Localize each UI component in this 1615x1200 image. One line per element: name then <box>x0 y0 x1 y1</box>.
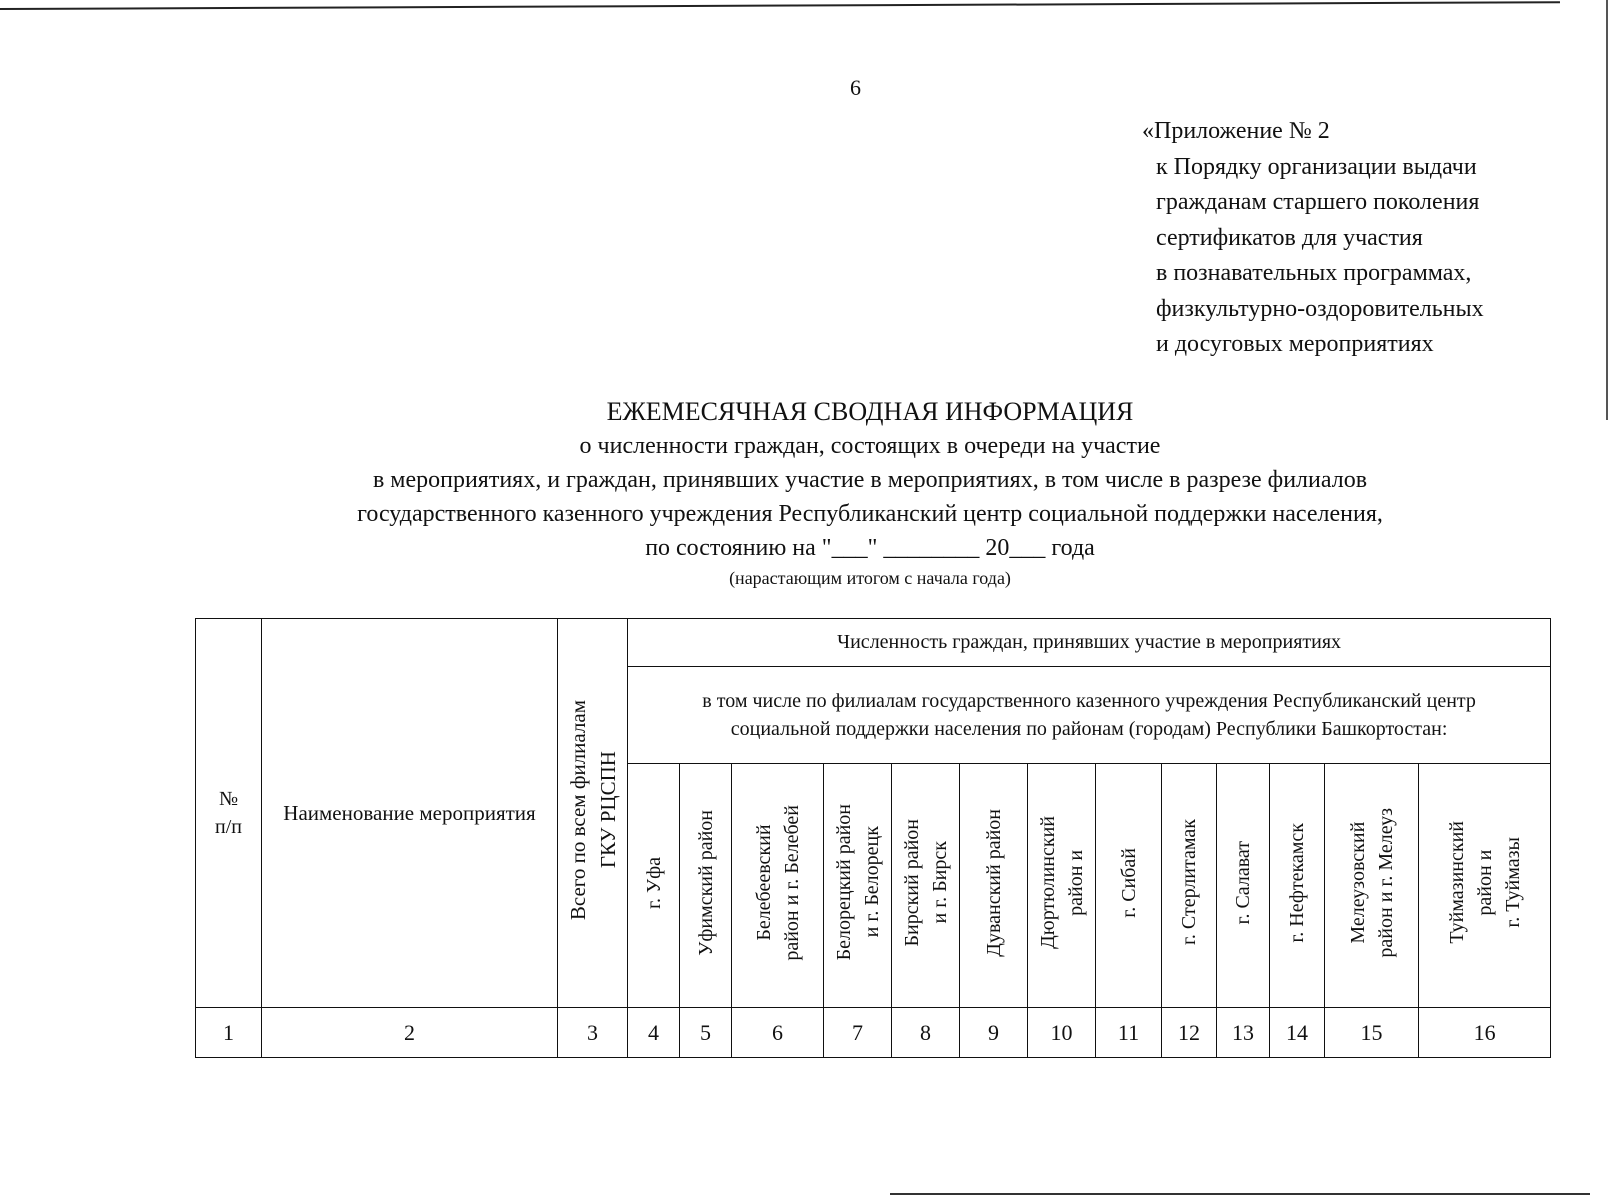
column-number: 6 <box>732 1008 824 1058</box>
branch-header <box>1096 764 1162 1008</box>
column-number: 3 <box>558 1008 628 1058</box>
col-header-total-text <box>563 700 623 920</box>
column-number: 10 <box>1028 1008 1096 1058</box>
col-header-total-line: Всего по всем филиалам <box>565 699 590 921</box>
branch-name: Бирский район <box>900 818 923 947</box>
branch-header-text <box>830 804 886 960</box>
branch-name: район и <box>1064 849 1087 916</box>
branch-name: Дюртюлинский <box>1036 816 1059 949</box>
col-header-name: Наименование мероприятия <box>262 619 558 1008</box>
branch-name: район и г. Белебей <box>780 804 803 961</box>
branch-header-text <box>1443 821 1527 944</box>
branch-header <box>680 764 732 1008</box>
heading-line: о численности граждан, состоящих в очереди на участие <box>579 433 1161 459</box>
report-title: ЕЖЕМЕСЯЧНАЯ СВОДНАЯ ИНФОРМАЦИЯ <box>606 397 1134 426</box>
column-number: 7 <box>824 1008 892 1058</box>
appendix-line: «Приложение № 2 <box>1142 118 1330 144</box>
branch-header <box>1419 764 1551 1008</box>
branch-name: г. Салават <box>1232 840 1254 925</box>
appendix-line: физкультурно-оздоровительных <box>1156 295 1484 322</box>
heading-note: (нарастающим итогом с начала года) <box>729 568 1011 588</box>
col-header-number <box>196 619 262 1008</box>
branch-name: и г. Белорецк <box>860 826 883 939</box>
column-number: 9 <box>960 1008 1028 1058</box>
col-header-number-line: п/п <box>215 816 242 838</box>
branch-name: г. Туймазы <box>1501 837 1524 928</box>
column-number: 11 <box>1096 1008 1162 1058</box>
branch-header <box>1162 764 1217 1008</box>
subgroup-header-line: в том числе по филиалам государственного казенного учреждения Республиканский центр <box>702 690 1476 712</box>
branch-header <box>1028 764 1096 1008</box>
subgroup-header <box>628 667 1551 764</box>
branch-header-text <box>898 819 954 946</box>
branch-header <box>892 764 960 1008</box>
column-number: 4 <box>628 1008 680 1058</box>
column-number: 16 <box>1419 1008 1551 1058</box>
report-table <box>195 618 1551 1058</box>
branch-name: Дуванский район <box>982 808 1005 957</box>
branch-header-text <box>1175 819 1203 945</box>
appendix-line: к Порядку организации выдачи <box>1156 153 1477 180</box>
branch-name: Белорецкий район <box>832 804 855 961</box>
subgroup-header-line: социальной поддержки населения по районам (городам) Республики Башкортостан: <box>730 718 1448 740</box>
col-header-number-line: № <box>218 788 239 810</box>
branch-header-text <box>1229 841 1257 924</box>
scan-edge-bottom <box>890 1193 1590 1195</box>
branch-header <box>732 764 824 1008</box>
column-number: 8 <box>892 1008 960 1058</box>
branch-header-text <box>1344 808 1400 958</box>
branch-name: г. Стерлитамак <box>1178 819 1200 946</box>
col-header-total <box>558 619 628 1008</box>
branch-header <box>1325 764 1419 1008</box>
branch-name: район и г. Мелеуз <box>1374 807 1397 958</box>
branch-header <box>824 764 892 1008</box>
column-number: 5 <box>680 1008 732 1058</box>
page-number: 6 <box>850 75 861 100</box>
branch-header <box>1270 764 1325 1008</box>
heading-date-line: по состоянию на "___" ________ 20___ года <box>645 535 1095 561</box>
appendix-line: гражданам старшего поколения <box>1156 189 1480 215</box>
branch-header-text <box>640 857 668 909</box>
branch-name: г. Уфа <box>642 856 665 909</box>
branch-header <box>960 764 1028 1008</box>
branch-header-text <box>980 809 1008 957</box>
appendix-block <box>1142 114 1484 363</box>
appendix-line: сертификатов для участия <box>1156 224 1423 251</box>
branch-name: г. Сибай <box>1117 847 1140 918</box>
branch-name: Уфимский район <box>694 809 717 956</box>
branch-header-text <box>692 810 720 956</box>
branch-header-text <box>1115 848 1143 918</box>
appendix-line: в познавательных программах, <box>1156 260 1472 286</box>
column-number: 15 <box>1325 1008 1419 1058</box>
branch-header <box>628 764 680 1008</box>
heading-line: в мероприятиях, и граждан, принявших участие в мероприятиях, в том числе в разрезе филиалов <box>372 467 1368 493</box>
branch-name: и г. Бирск <box>928 841 951 924</box>
branch-name: Туймазинский <box>1445 821 1468 944</box>
col-header-total-line: ГКУ РЦСПН <box>595 751 620 869</box>
branch-header <box>1217 764 1270 1008</box>
column-number: 14 <box>1270 1008 1325 1058</box>
report-heading <box>180 395 1560 591</box>
group-header: Численность граждан, принявших участие в мероприятиях <box>628 619 1551 667</box>
branch-name: Белебеевский <box>752 824 775 941</box>
column-number: 2 <box>262 1008 558 1058</box>
branch-header-text <box>750 805 806 961</box>
scan-edge-top <box>0 1 1560 10</box>
branch-header-text <box>1034 816 1090 949</box>
column-number: 12 <box>1162 1008 1217 1058</box>
branch-name: Мелеузовский <box>1346 821 1369 944</box>
heading-line: государственного казенного учреждения Республиканский центр социальной поддержки населения, <box>357 501 1383 527</box>
branch-name: г. Нефтекамск <box>1286 822 1308 943</box>
branch-header-text <box>1283 823 1311 943</box>
column-number: 13 <box>1217 1008 1270 1058</box>
scan-edge-right <box>1606 0 1608 420</box>
column-number: 1 <box>196 1008 262 1058</box>
branch-name: район и <box>1473 849 1496 916</box>
appendix-line: и досуговых мероприятиях <box>1156 331 1434 357</box>
